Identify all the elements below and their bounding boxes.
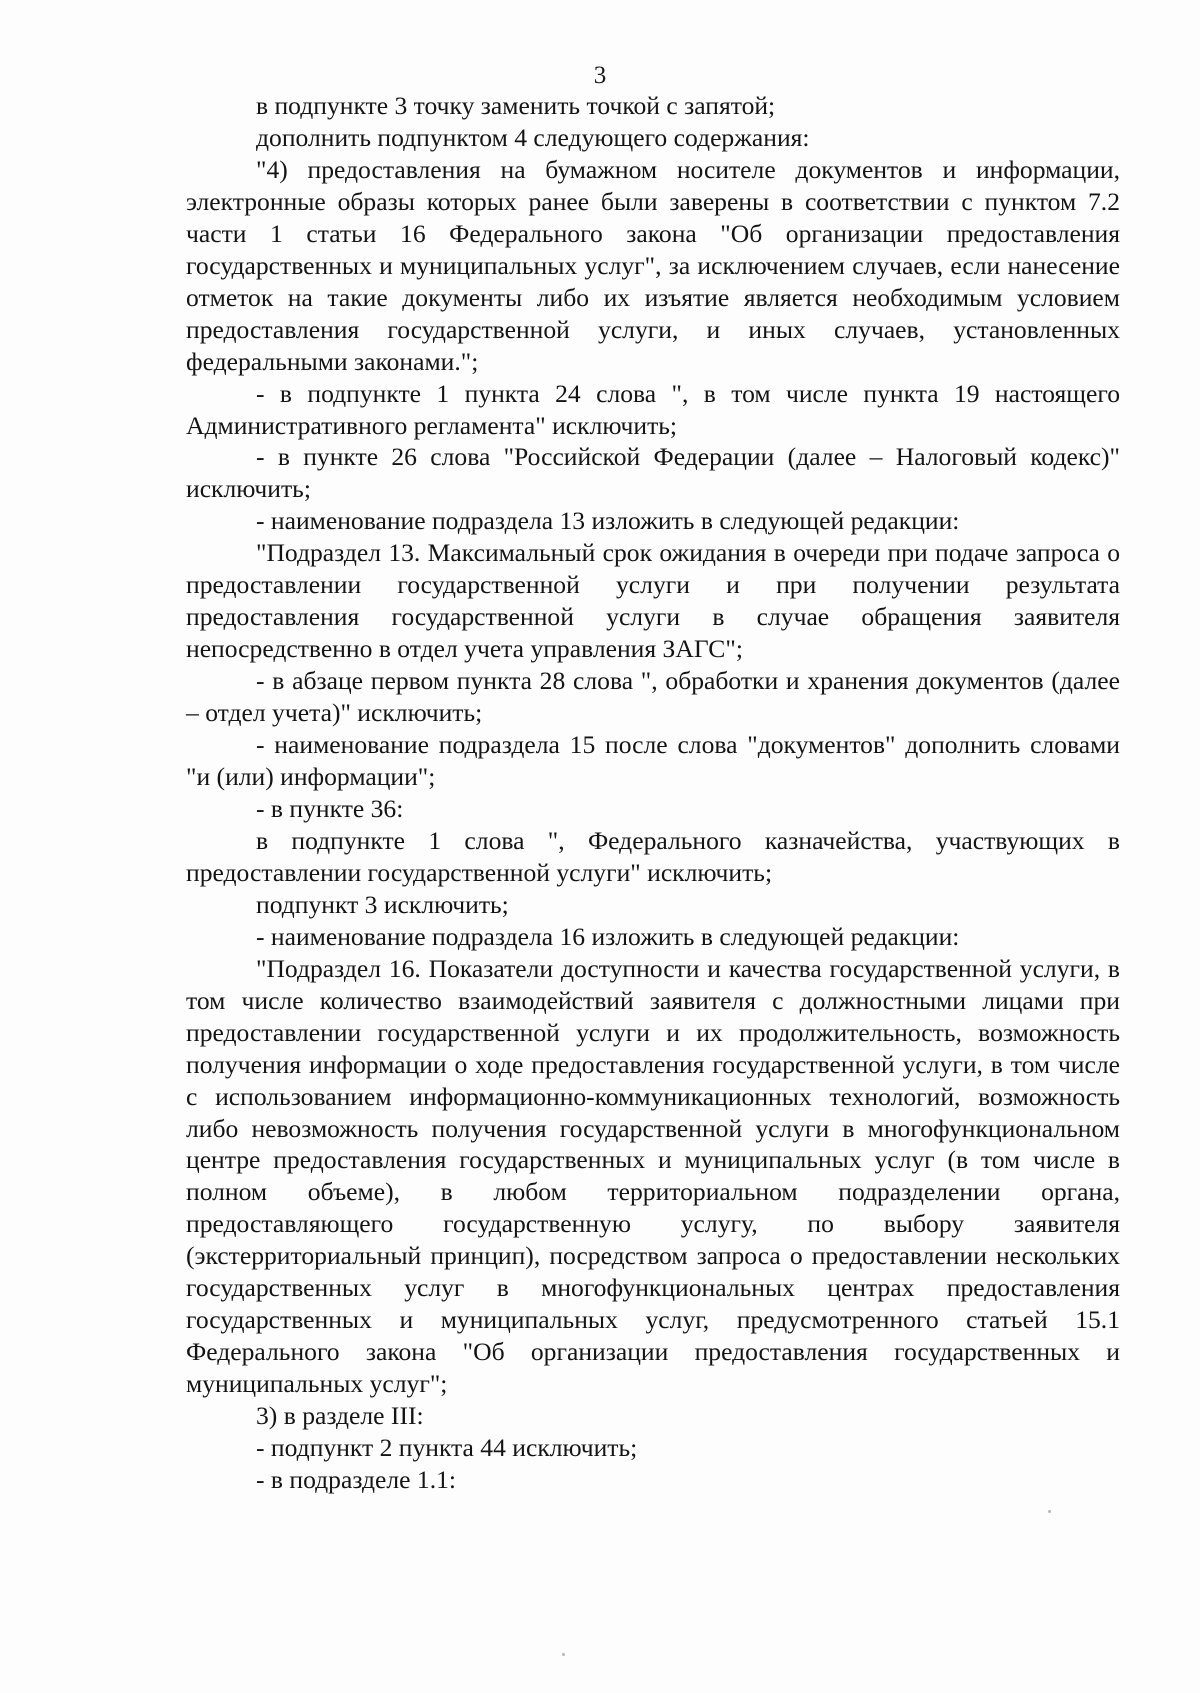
paragraph-14: "Подраздел 16. Показатели доступности и качества государственной услуги, в том числе количество взаимодействий заявителя с должностными лицами при предоставлении государственной услуги и их продолжительность, возможность получения информации о ходе предоставления государственной услуги, в том числе с использованием информационно-коммуникационных технологий, возможность либо невозможность получения государственной услуги в многофункциональном центре предоставления государственных и муниципальных услуг (в том числе в полном объеме), в любом территориальном подразделении органа, предоставляющего государственную услугу, по выбору заявителя (экстерриториальный принцип), посредством запроса о предоставлении нескольких государственных услуг в многофункциональных центрах предоставления государственных и муниципальных услуг, предусмотренного статьей 15.1 Федерального закона "Об организации предоставления государственных и муниципальных услуг"; <box>186 953 1120 1399</box>
paragraph-8: - в абзаце первом пункта 28 слова ", обработки и хранения документов (далее – отдел учета)" исключить; <box>186 666 1120 728</box>
paragraph-7: "Подраздел 13. Максимальный срок ожидания в очереди при подаче запроса о предоставлении государственной услуги и при получении результата предоставления государственной услуги в случае обращения заявителя непосредственно в отдел учета управления ЗАГС"; <box>186 538 1120 664</box>
paragraph-16: - подпункт 2 пункта 44 исключить; <box>256 1433 638 1463</box>
paragraph-6: - наименование подраздела 13 изложить в следующей редакции: <box>256 506 960 536</box>
paragraph-5: - в пункте 26 слова "Российской Федерации (далее – Налоговый кодекс)" исключить; <box>186 442 1120 504</box>
paragraph-3: "4) предоставления на бумажном носителе документов и информации, электронные образы которых ранее были заверены в соответствии с пунктом 7.2 части 1 статьи 16 Федерального закона "Об организации предоставления государственных и муниципальных услуг", за исключением случаев, если нанесение отметок на такие документы либо их изъятие является необходимым условием предоставления государственной услуги, и иных случаев, установленных федеральными законами."; <box>186 154 1120 376</box>
paragraph-12: подпункт 3 исключить; <box>256 889 509 919</box>
paragraph-9: - наименование подраздела 15 после слова "документов" дополнить словами "и (или) информации"; <box>186 730 1120 792</box>
paragraph-4: - в подпункте 1 пункта 24 слова ", в том числе пункта 19 настоящего Административного регламента" исключить; <box>186 378 1120 440</box>
paragraph-11: в подпункте 1 слова ", Федерального казначейства, участвующих в предоставлении государственной услуги" исключить; <box>186 825 1120 887</box>
paragraph-15: 3) в разделе III: <box>256 1401 424 1431</box>
paragraph-17: - в подразделе 1.1: <box>256 1464 457 1494</box>
page-number: 3 <box>593 62 607 89</box>
document-body <box>186 90 1120 1496</box>
paragraph-10: - в пункте 36: <box>256 793 404 823</box>
scan-speck <box>562 1653 565 1656</box>
paragraph-13: - наименование подраздела 16 изложить в следующей редакции: <box>256 921 960 951</box>
scan-speck <box>1048 1510 1051 1513</box>
paragraph-1: в подпункте 3 точку заменить точкой с запятой; <box>256 91 776 120</box>
paragraph-2: дополнить подпунктом 4 следующего содержания: <box>256 122 810 152</box>
